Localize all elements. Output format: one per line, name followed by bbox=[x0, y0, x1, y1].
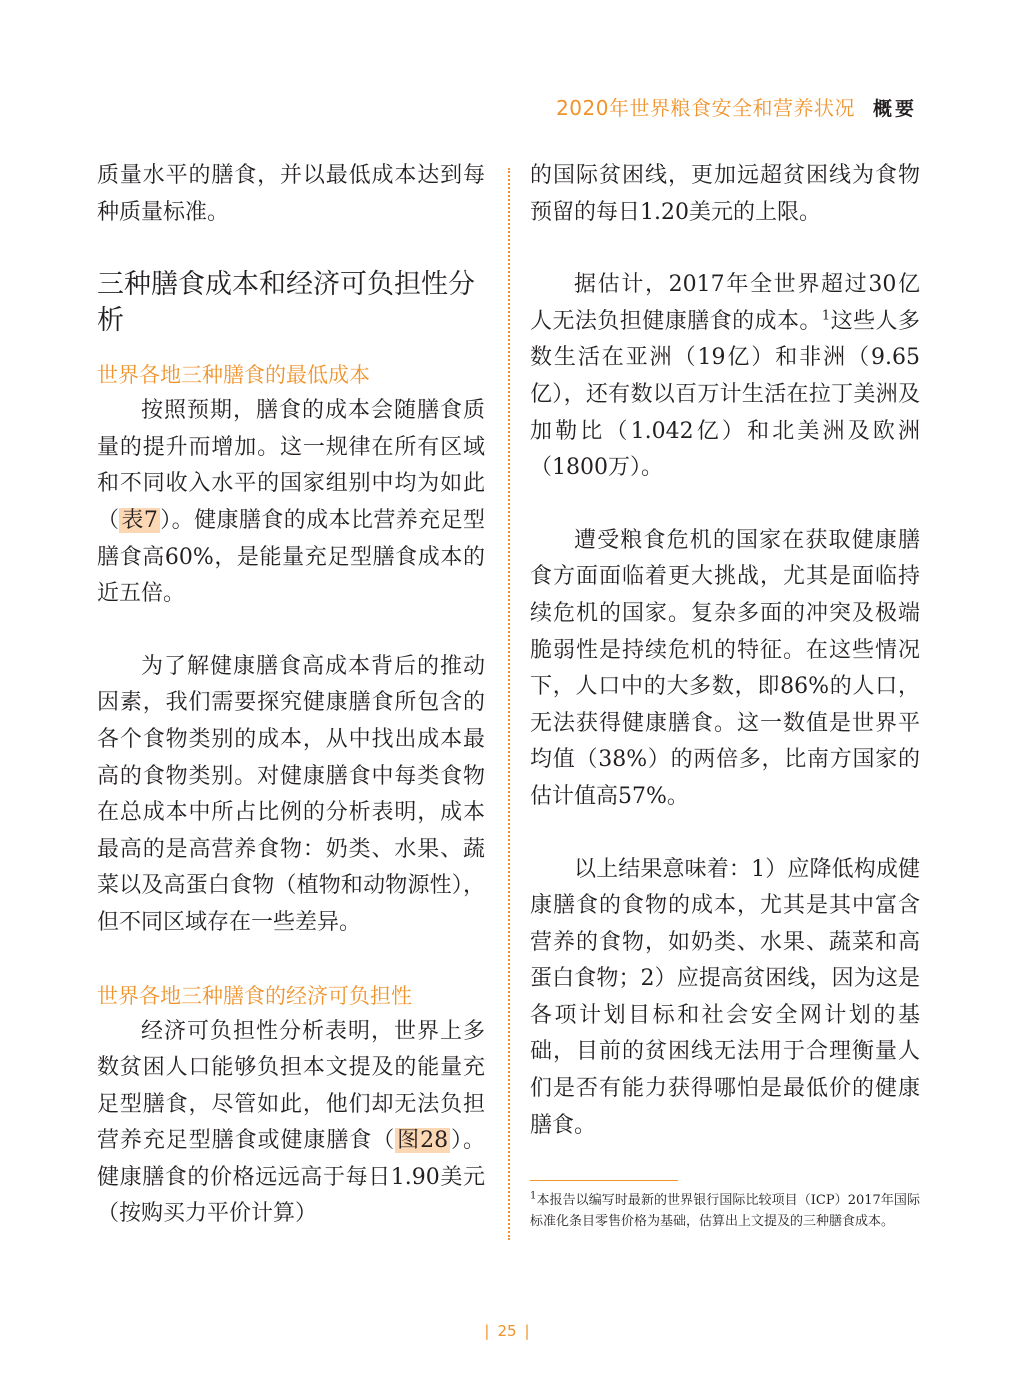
footnote-rule bbox=[530, 1180, 678, 1181]
section-name: 概要 bbox=[872, 98, 917, 120]
paragraph-diet-cost: 按照预期，膳食的成本会随膳食质量的提升而增加。这一规律在所有区域和不同收入水平的国家组别中均为如此（表7）。健康膳食的成本比营养充足型膳食高60%，是能量充足型膳食成本的近五倍。 bbox=[97, 398, 485, 607]
section-heading: 三种膳食成本和经济可负担性分析 bbox=[97, 269, 475, 337]
paragraph-continued-right: 的国际贫困线，更加远超贫困线为食物预留的每日1.20美元的上限。 bbox=[530, 163, 920, 225]
report-title: 2020年世界粮食安全和营养状况 bbox=[556, 96, 855, 120]
subheading-lowest-cost: 世界各地三种膳食的最低成本 bbox=[97, 363, 370, 388]
paragraph-food-crisis: 遭受粮食危机的国家在获取健康膳食方面面临着更大挑战，尤其是面临持续危机的国家。复杂多面的冲突及极端脆弱性是持续危机的特征。在这些情况下，人口中的大多数，即86%的人口，无法获得健康膳食。这一数值是世界平均值（38%）的两倍多，比南方国家的估计值高57%。 bbox=[530, 527, 920, 809]
paragraph-continued: 质量水平的膳食，并以最低成本达到每种质量标准。 bbox=[97, 163, 485, 225]
paragraph-estimates: 据估计，2017年全世界超过30亿人无法负担健康膳食的成本。$^1$这些人多数生活在亚洲（19亿）和非洲（9.65亿），还有数以百万计生活在拉丁美洲及加勒比（1.042亿）和北美洲及欧洲（1800万）。 bbox=[530, 272, 920, 481]
footnote: $^1$本报告以编写时最新的世界银行国际比较项目（ICP）2017年国际标准化条目零售价格为基础，估算出上文提及的三种膳食成本。 bbox=[530, 1190, 920, 1229]
left-column bbox=[97, 158, 485, 1233]
paragraph-implications: 以上结果意味着：1）应降低构成健康膳食的食物的成本，尤其是其中富含营养的食物，如奶类、水果、蔬菜和高蛋白食物；2）应提高贫困线，因为这是各项计划目标和社会安全网计划的基础，目前的贫困线无法用于合理衡量人们是否有能力获得哪怕是最低价的健康膳食。 bbox=[530, 856, 920, 1138]
page-number: | 25 | bbox=[484, 1322, 530, 1340]
figure-28-link[interactable]: 图28 bbox=[397, 1128, 449, 1154]
paragraph-affordability: 经济可负担性分析表明，世界上多数贫困人口能够负担本文提及的能量充足型膳食，尽管如此，他们却无法负担营养充足型膳食或健康膳食（图28）。健康膳食的价格远远高于每日1.90美元（按购买力平价计算） bbox=[97, 1018, 485, 1227]
table-7-link[interactable]: 表7 bbox=[121, 507, 158, 533]
paragraph-cost-drivers: 为了解健康膳食高成本背后的推动因素，我们需要探究健康膳食所包含的各个食物类别的成本，从中找出成本最高的食物类别。对健康膳食中每类食物在总成本中所占比例的分析表明，成本最高的是高营养食物：奶类、水果、蔬菜以及高蛋白食物（植物和动物源性），但不同区域存在一些差异。 bbox=[97, 653, 485, 935]
footnote-ref[interactable]: 1 bbox=[821, 308, 831, 324]
running-header bbox=[556, 92, 917, 121]
footnote-marker: 1 bbox=[530, 1190, 537, 1202]
column-divider bbox=[508, 168, 510, 1240]
subheading-affordability: 世界各地三种膳食的经济可负担性 bbox=[97, 983, 412, 1008]
right-column bbox=[530, 158, 920, 1144]
